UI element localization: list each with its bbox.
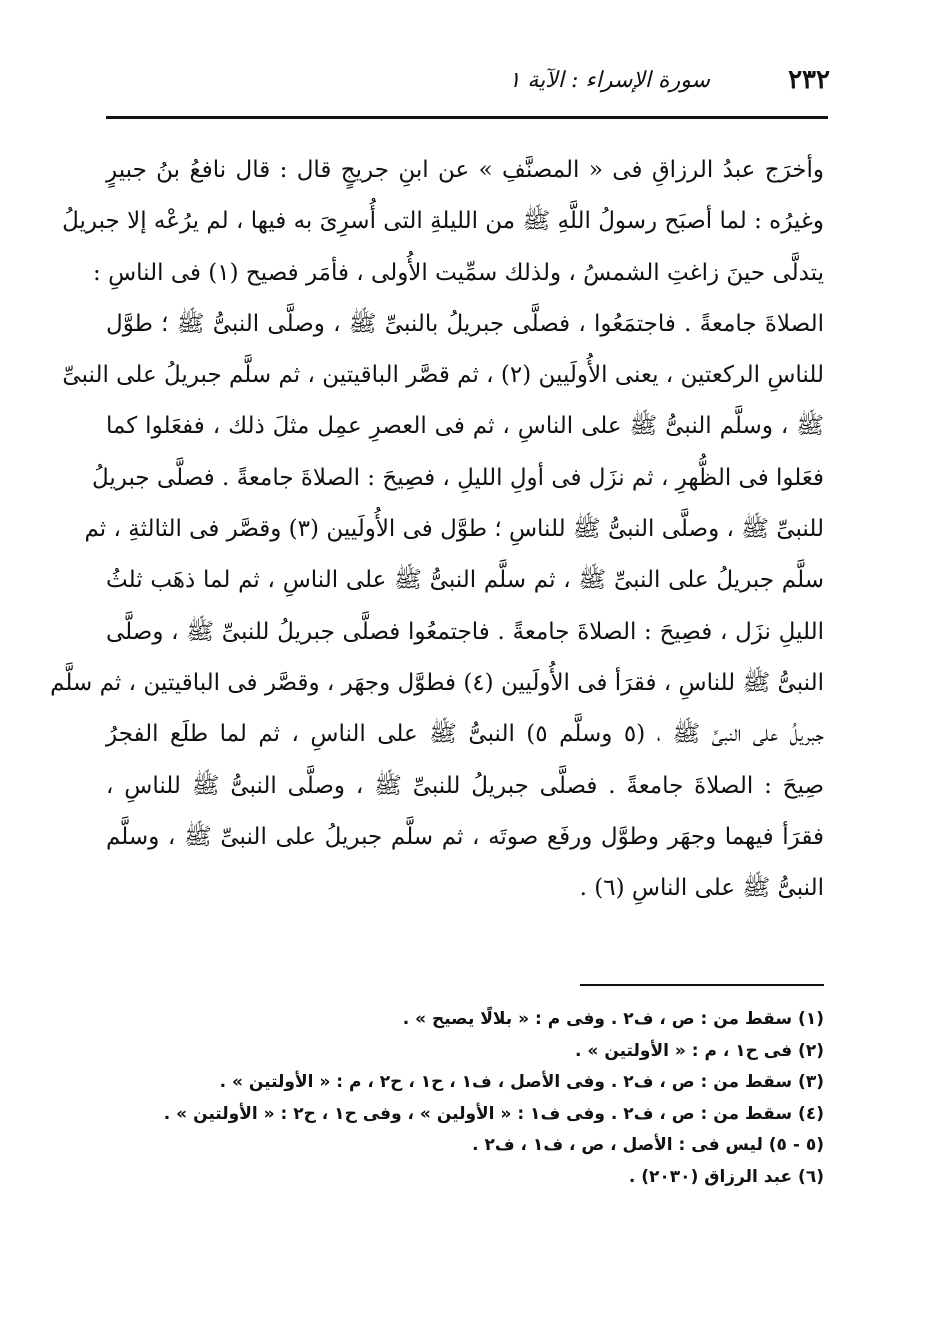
footnotes (106, 1004, 824, 1193)
body-line: للنبىِّ ﷺ ، وصلَّى النبىُّ ﷺ للناسِ ؛ طوَّل فى الأُولَيين (٣) وقصَّر فى الثالثةِ ، ثم (84, 516, 824, 543)
body-line: فقرَأ فيهما وجهَر وطوَّل ورفَع صوتَه ، ثم سلَّم جبريلُ على النبىِّ ﷺ ، وسلَّم (106, 823, 824, 850)
footnote: (٤) سقط من : ص ، ف٢ . وفى ف١ : « الأولين » ، وفى ح١ ، ح٢ : « الأولتين » . (163, 1103, 824, 1124)
body-line: الليلِ نزَل ، فصِيحَ : الصلاةَ جامعةً . فاجتمعُوا فصلَّى جبريلُ للنبىِّ ﷺ ، وصلَّى (106, 618, 824, 645)
body-line: سلَّم جبريلُ على النبىِّ ﷺ ، ثم سلَّم النبىُّ ﷺ على الناسِ ، ثم لما ذهَب ثلثُ (106, 567, 824, 594)
body-line: وأخرَج عبدُ الرزاقِ فى « المصنَّفِ » عن ابنِ جريجٍ قال : قال نافعُ بنُ جبيرٍ (106, 157, 824, 183)
body-line: فعَلوا فى الظُّهرِ ، ثم نزَل فى أولِ الليلِ ، فصِيحَ : الصلاةَ جامعةً . فصلَّى جبريلُ (91, 464, 824, 491)
page-header (108, 56, 830, 104)
body-line: الصلاةَ جامعةً . فاجتمَعُوا ، فصلَّى جبريلُ بالنبىِّ ﷺ ، وصلَّى النبىُّ ﷺ ؛ طوَّل (106, 310, 824, 337)
footnote: (٣) سقط من : ص ، ف٢ . وفى الأصل ، ف١ ، ح١ ، ح٢ ، م : « الأولتين » . (219, 1072, 824, 1092)
body-text (50, 145, 824, 914)
body-line: وغيرُه : لما أصبَح رسولُ اللَّهِ ﷺ من الليلةِ التى أُسرِىَ به فيها ، لم يرُعْه إلا جبريلُ (62, 208, 824, 235)
footnote: (٢) فى ح١ ، م : « الأولتين » . (575, 1040, 824, 1061)
body-line: جبريلُ على النبىِّ ﷺ ، (٥ وسلَّم ٥) النبىُّ ﷺ على الناسِ ، ثم لما طلَع الفجرُ (106, 721, 824, 748)
footnote: (١) سقط من : ص ، ف٢ . وفى م : « بلالًا يصيح » . (402, 1009, 824, 1029)
page-number: ٢٣٢ (788, 65, 830, 95)
body-line: النبىُّ ﷺ على الناسِ (٦) . (579, 875, 824, 902)
body-line: للناسِ الركعتين ، يعنى الأُولَيين (٢) ، ثم قصَّر الباقيتين ، ثم سلَّم جبريلُ على النبىِّ (62, 362, 824, 389)
body-line: صِيحَ : الصلاةَ جامعةً . فصلَّى جبريلُ للنبىِّ ﷺ ، وصلَّى النبىُّ ﷺ للناسِ ، (106, 772, 824, 799)
footnote: (٥ - ٥) ليس فى : الأصل ، ص ، ف١ ، ف٢ . (472, 1135, 824, 1155)
body-line: ﷺ ، وسلَّم النبىُّ ﷺ على الناسِ ، ثم فى العصرِ عمِل مثلَ ذلك ، ففعَلوا كما (106, 413, 824, 440)
footnote: (٦) عبد الرزاق (٢٠٣٠) . (628, 1166, 824, 1187)
body-line: يتدلَّى حينَ زاغتِ الشمسُ ، ولذلك سمِّيت الأُولى ، فأمَر فصيح (١) فى الناسِ : (93, 259, 824, 286)
footnote-rule (580, 984, 824, 986)
header-rule (106, 116, 828, 119)
running-title: سورة الإسراء : الآية ١ (508, 67, 710, 93)
body-line: النبىُّ ﷺ للناسِ ، فقرَأ فى الأُولَيين (٤) فطوَّل وجهَر ، وقصَّر فى الباقيتين ، ثم سلَّم (50, 669, 824, 696)
